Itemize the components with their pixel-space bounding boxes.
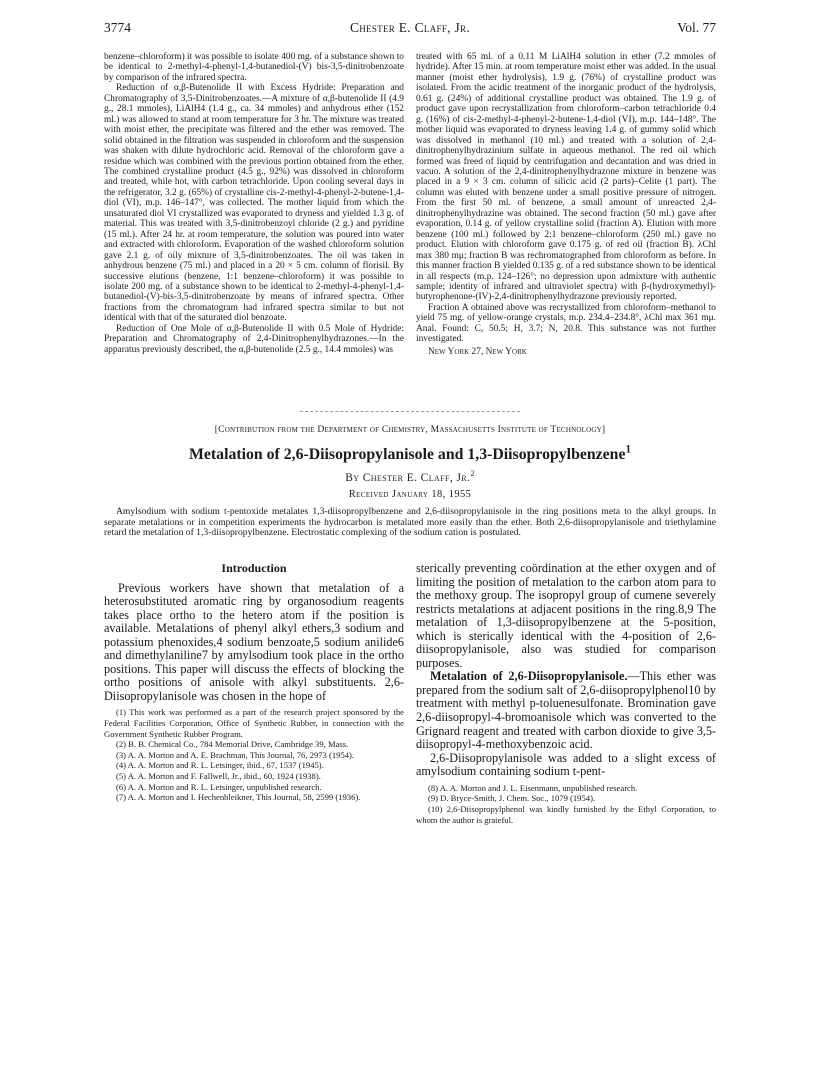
footnote: (5) A. A. Morton and F. Fallwell, Jr., ibid., 60, 1924 (1938). (116, 771, 321, 782)
subsection-heading: Metalation of 2,6-Diisopropylanisole. (430, 669, 628, 684)
prev-paragraph: treated with 65 ml. of a 0.11 M LiAlH4 solution in ether (7.2 mmoles of hydride). After 15 min. at room temperature moist ether was added. In the usual manner (moist ether hydrolysis), 1.9 g. (76%) of crystalline product was isolated. From the acidic treatment of the inorganic product of the hydrolysis, 0.61 g. (24%) of additional crystalline product was obtained. The 1.9 g. of product gave upon recrystallization from chloroform–carbon tetrachloride 0.4 g. (16%) of cis-2-methyl-4-phenyl-2-butene-1,4-diol (VI), m.p. 144–148°. The mother liquid was evaporated to dryness leaving 1.4 g. of gummy solid which was dissolved in methanol (10 ml.) and treated with a solution of 2,4-dinitrophenylhydrazinium sulfate in aqueous methanol. The red oil which formed was freed of liquid by centrifugation and decantation and was dried in vacuo. A solution of the 2,4-dinitrophenylhydrazone mixture in benzene was placed in a 9 × 3 cm. column of silicic acid (2 parts)–Celite (1 part). The column was eluted with benzene under a small positive pressure of nitrogen. From the first 50 ml. of benzene, a small amount of unreacted 2,4-dinitrophenylhydrazine was obtained. The second fraction (50 ml.) gave after evaporation, 0.14 g. of yellow crystalline solid (fraction A). Elution with more benzene (100 ml.) followed by 2:1 benzene–chloroform (250 ml.) gave no product. Elution with chloroform gave 0.175 g. of red oil (fraction B). λChl max 380 mμ; fraction B was rechromatographed from chloroform as before. In this manner fraction B yielded 0.135 g. of a red substance shown to be identical in all respects (m.p. 124–126°; no depression upon admixture with authentic sample; identity of infrared and ultraviolet spectra) with β-(hydroxymethyl)-butyrophenone-(IV)-2,4-dinitrophenylhydrazone previously reported. (416, 52, 716, 303)
prev-article-left-column (104, 52, 404, 355)
footnote: (8) A. A. Morton and J. L. Eisenmann, unpublished research. (428, 782, 638, 793)
body-text: —This ether was prepared from the sodium salt of 2,6-diisopropylphenol10 by treatment with methyl p-toluenesulfonate. Bromination gave 2,6-diisopropyl-4-bromoanisole which was converted to the Grignard reagent and treated with carbon dioxide to give 3,5-diisopropyl-4-methoxybenzoic acid. (416, 669, 716, 752)
footnote: (6) A. A. Morton and R. L. Letsinger, unpublished research. (116, 781, 322, 792)
received-date: Received January 18, 1955 (348, 489, 472, 500)
article-right-column (416, 562, 716, 825)
article-left-column (104, 562, 404, 803)
section-heading: Introduction (221, 561, 287, 575)
prev-paragraph: Reduction of α,β-Butenolide II with Excess Hydride: Preparation and Chromatography of 3,5-Dinitrobenzoates.—A mixture of α,β-butenolide II (4.9 g., 28.1 mmoles), LiAlH4 (1.4 g., ca. 34 mmoles) and anhydrous ether (152 ml.) was allowed to stand at room temperature for 3 hr. The mixture was treated with moist ether, the precipitate was filtered and the ether was removed. The solid obtained in the filtration was suspended in chloroform and the suspension was shaken with dilute hydrochloric acid. Removal of the chloroform gave a residue which was combined with the previous portion obtained from the ether. The combined crystalline product (4.5 g., 92%) was dissolved in chloroform and treated, while hot, with carbon tetrachloride. Upon cooling several days in the refrigerator, 3.2 g. (65%) of crystalline cis-2-methyl-4-phenyl-2-butene-1,4-diol (VI), m.p. 146–147°, was collected. The mother liquid from which the unsaturated diol VI crystallized was evaporated to dryness and yielded 1.3 g. of material. This was treated with 3,5-dinitrobenzoyl chloride (2 g.) and pyridine (15 ml.). After 24 hr. at room temperature, the solution was poured into water and extracted with chloroform. Evaporation of the washed chloroform solution gave 2.1 g. of oily mixture of 3,5-dinitrobenzoates. The oil was taken in anhydrous benzene (75 ml.) and placed in a 20 × 5 cm. column of florisil. By successive elutions (benzene, 1:1 benzene–chloroform) it was possible to isolate 200 mg. of a substance shown to be identical to 2-methyl-4-phenyl-1,4-butanediol-(V)-bis-3,5-dinitrobenzoate by means of infrared spectra. Other fractions from the chromatogram had infrared spectra similar to but not identical with that of the saturated diol benzoate. (104, 83, 404, 324)
article-divider (300, 411, 520, 412)
prev-paragraph: benzene–chloroform) it was possible to isolate 400 mg. of a substance shown to be identical to 2-methyl-4-phenyl-1,4-butanediol-(V) bis-3,5-dinitrobenzoate by comparison of the infrared spectra. (104, 52, 404, 83)
intro-paragraph: Previous workers have shown that metalation of a heterosubstituted aromatic ring by organosodium reagents takes place ortho to the hetero atom if the position is available. Metalations of phenyl alkyl ethers,3 sodium and potassium phenoxides,4 sodium benzoate,5 sodium anilide6 and dimethylaniline7 by amylsodium took place in the ortho positions. This paper will discuss the effects of blocking the ortho positions of anisole with alkyl substituents. 2,6-Diisopropylanisole was chosen in the hope of (104, 580, 404, 703)
footnote: (2) B. B. Chemical Co., 784 Memorial Drive, Cambridge 39, Mass. (116, 739, 349, 750)
prev-paragraph: Fraction A obtained above was recrystallized from chloroform–methanol to yield 75 mg. of yellow-orange crystals, m.p. 234.4–234.8°, λChl max 361 mμ. Anal. Found: C, 50.5; H, 3.7; N, 20.8. This substance was not further investigated. (416, 302, 716, 345)
prev-article-place: New York 27, New York (428, 346, 527, 357)
author-footnote-mark: 2 (470, 469, 475, 479)
article-title-text: Metalation of 2,6-Diisopropylanisole and 1,3-Diisopropylbenzene (188, 446, 626, 463)
prev-article-right-column (416, 52, 716, 357)
footnote: (9) D. Bryce-Smith, J. Chem. Soc., 1079 (1954). (428, 793, 596, 804)
title-footnote-mark: 1 (625, 443, 632, 456)
abstract: Amylsodium with sodium t-pentoxide metalates 1,3-diisopropylbenzene and 2,6-diisopropylanisole in the ring positions meta to the alkyl groups. In separate metalations or in competition experiments the hydrocarbon is metalated more easily than the ether. Both 2,6-diisopropylanisole and triethylamine retard the metalation of 1,3-diisopropylbenzene. Electrostatic complexing of the sodium cation is postulated. (104, 506, 716, 539)
body-paragraph (416, 670, 716, 751)
page-number: 3774 (104, 20, 131, 35)
footnotes-left (104, 707, 404, 802)
footnote: (3) A. A. Morton and A. E. Brachman, This Journal, 76, 2973 (1954). (116, 749, 355, 760)
prev-paragraph: Reduction of One Mole of α,β-Butenolide II with 0.5 Mole of Hydride: Preparation and Chromatography of 2,4-Dinitrophenylhydrazones.—In the apparatus previously described, the α,β-butenolide (2.5 g., 14.4 mmoles) was (104, 323, 404, 355)
footnotes-right (416, 783, 716, 825)
article-title (104, 443, 716, 464)
footnote: (7) A. A. Morton and I. Hechenbleikner, This Journal, 58, 2599 (1936). (116, 792, 361, 803)
contribution-line: [Contribution from the Department of Chemistry, Massachusetts Institute of Technology] (214, 424, 606, 435)
article-author (104, 469, 716, 484)
body-paragraph: 2,6-Diisopropylanisole was added to a slight excess of amylsodium containing sodium t-pent- (416, 750, 716, 779)
footnote: (10) 2,6-Diisopropylphenol was kindly furnished by the Ethyl Corporation, to whom the author is grateful. (416, 803, 716, 825)
article-author-text: By Chester E. Claff, Jr. (345, 472, 471, 484)
body-paragraph: sterically preventing coördination at the ether oxygen and of limiting the position of metalation to the carbon atom para to the methoxy group. The isopropyl group of cumene severely restricts metalations at adjacent positions in the ring.8,9 The metalation of 1,3-diisopropylbenzene at the 5-position, which is sterically identical with the 4-position of 2,6-diisopropylanisole, also was studied for comparison purposes. (416, 561, 716, 670)
footnote: (4) A. A. Morton and R. L. Letsinger, ibid., 67, 1537 (1945). (116, 760, 324, 771)
running-head (104, 20, 716, 38)
volume-number: Vol. 77 (677, 20, 716, 35)
running-author: Chester E. Claff, Jr. (349, 20, 471, 35)
footnote: (1) This work was performed as a part of the research project sponsored by the Federal Facilities Corporation, Office of Synthetic Rubber, in connection with the Government Synthetic Rubber Program. (104, 707, 404, 739)
